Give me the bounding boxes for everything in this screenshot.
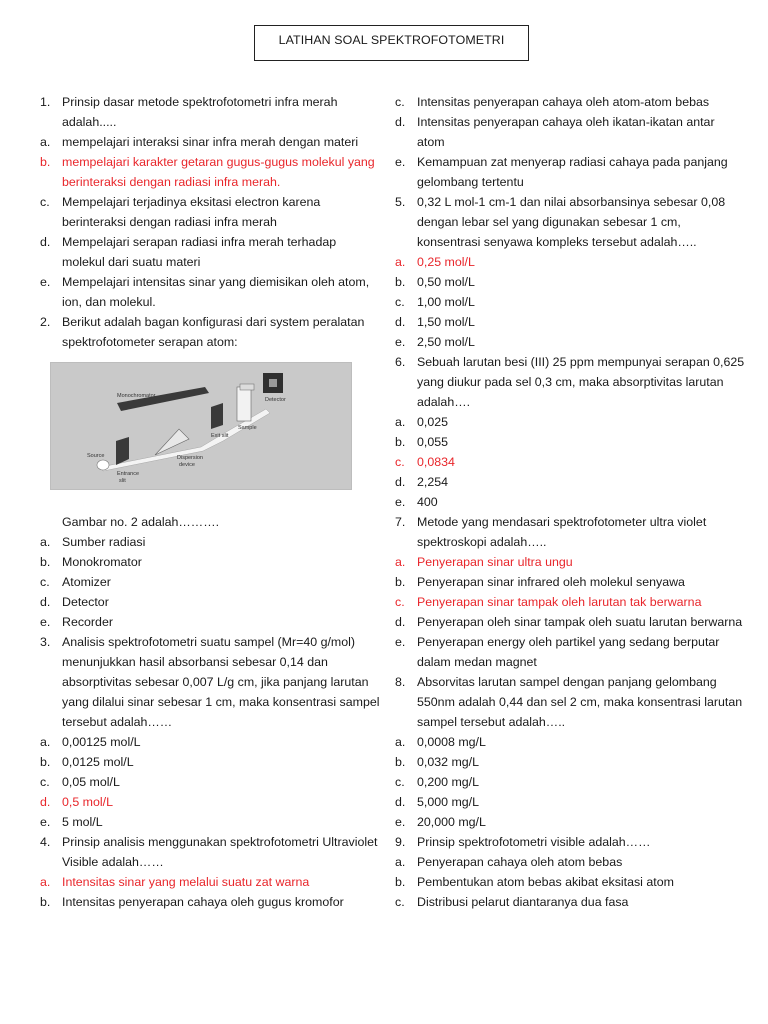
question-text: Prinsip spektrofotometri visible adalah…… bbox=[417, 835, 651, 849]
q2-option-c bbox=[40, 572, 382, 592]
option-letter: b. bbox=[395, 275, 406, 289]
right-column bbox=[395, 92, 745, 912]
q4-option-e bbox=[395, 152, 745, 192]
q2-question bbox=[40, 512, 382, 532]
label-detector: Detector bbox=[265, 397, 286, 403]
option-letter: e. bbox=[395, 495, 406, 509]
option-letter: d. bbox=[395, 115, 406, 129]
option-text: 5 mol/L bbox=[62, 815, 103, 829]
option-letter: d. bbox=[40, 235, 51, 249]
option-text: 0,055 bbox=[417, 435, 449, 449]
option-text: 1,00 mol/L bbox=[417, 295, 475, 309]
option-letter: c. bbox=[395, 775, 405, 789]
option-letter: b. bbox=[40, 155, 51, 169]
option-text: 0,0125 mol/L bbox=[62, 755, 134, 769]
q5-option-a bbox=[395, 252, 745, 272]
question-number: 8. bbox=[395, 675, 406, 689]
cuvette-cap bbox=[240, 384, 254, 390]
question-text: Gambar no. 2 adalah………. bbox=[62, 515, 220, 529]
option-letter: d. bbox=[40, 595, 51, 609]
option-text: Intensitas sinar yang melalui suatu zat warna bbox=[62, 875, 310, 889]
option-letter: b. bbox=[395, 875, 406, 889]
option-text: 5,000 mg/L bbox=[417, 795, 479, 809]
q2-option-a bbox=[40, 532, 382, 552]
label-entrance-2: slit bbox=[119, 478, 126, 484]
option-letter: b. bbox=[395, 575, 406, 589]
q4-option-d bbox=[395, 112, 745, 152]
q7-option-e bbox=[395, 632, 745, 672]
option-letter: c. bbox=[395, 455, 405, 469]
q8-option-c bbox=[395, 772, 745, 792]
option-text: Distribusi pelarut diantaranya dua fasa bbox=[417, 895, 629, 909]
sample-cuvette-icon bbox=[237, 387, 251, 421]
option-letter: b. bbox=[40, 555, 51, 569]
option-text: 400 bbox=[417, 495, 438, 509]
option-text: Intensitas penyerapan cahaya oleh atom-atom bebas bbox=[417, 95, 710, 109]
question-text: Berikut adalah bagan konfigurasi dari system peralatan spektrofotometer serapan atom: bbox=[62, 315, 365, 349]
question-2 bbox=[40, 312, 382, 352]
question-number: 9. bbox=[395, 835, 406, 849]
question-number: 4. bbox=[40, 835, 51, 849]
q2-option-d bbox=[40, 592, 382, 612]
question-number: 5. bbox=[395, 195, 406, 209]
q5-option-c bbox=[395, 292, 745, 312]
page-title: LATIHAN SOAL SPEKTROFOTOMETRI bbox=[254, 25, 529, 61]
option-text: 0,00125 mol/L bbox=[62, 735, 141, 749]
q9-option-a bbox=[395, 852, 745, 872]
q1-option-b bbox=[40, 152, 382, 192]
question-number: 3. bbox=[40, 635, 51, 649]
option-letter: a. bbox=[395, 855, 406, 869]
option-text: Mempelajari serapan radiasi infra merah terhadap molekul dari suatu materi bbox=[62, 235, 337, 269]
option-letter: b. bbox=[40, 895, 51, 909]
option-letter: e. bbox=[40, 815, 51, 829]
option-letter: a. bbox=[40, 875, 51, 889]
diagram-drawing bbox=[51, 363, 351, 489]
option-text: Intensitas penyerapan cahaya oleh ikatan-ikatan antar atom bbox=[417, 115, 715, 149]
option-text: 1,50 mol/L bbox=[417, 315, 475, 329]
option-text: Detector bbox=[62, 595, 109, 609]
option-text: Penyerapan sinar tampak oleh larutan tak berwarna bbox=[417, 595, 702, 609]
option-text: Monokromator bbox=[62, 555, 142, 569]
question-3 bbox=[40, 632, 382, 732]
option-letter: e. bbox=[395, 815, 406, 829]
exit-slit-icon bbox=[211, 403, 223, 429]
q8-option-a bbox=[395, 732, 745, 752]
option-letter: a. bbox=[395, 555, 406, 569]
option-letter: c. bbox=[395, 95, 405, 109]
option-letter: d. bbox=[395, 795, 406, 809]
q8-option-e bbox=[395, 812, 745, 832]
label-entrance-1: Entrance bbox=[117, 471, 140, 477]
q5-option-b bbox=[395, 272, 745, 292]
question-number: 7. bbox=[395, 515, 406, 529]
option-letter: b. bbox=[40, 755, 51, 769]
monochromator-icon bbox=[117, 387, 209, 411]
q9-option-b bbox=[395, 872, 745, 892]
option-letter: a. bbox=[40, 735, 51, 749]
question-text: Analisis spektrofotometri suatu sampel (Mr=40 g/mol) menunjukkan hasil absorbansi sebesar 0,14 dan absorptivitas sebesar 0,007 L/g cm, jika panjang larutan yang dilalui sinar sebesar 1 cm, maka konsentrasi sampel tersebut adalah…… bbox=[62, 635, 380, 729]
q1-option-a bbox=[40, 132, 382, 152]
question-text: Absorvitas larutan sampel dengan panjang gelombang 550nm adalah 0,44 dan sel 2 cm, maka konsentrasi larutan sampel tersebut adalah….. bbox=[417, 675, 743, 729]
option-letter: c. bbox=[395, 295, 405, 309]
option-text: 0,05 mol/L bbox=[62, 775, 120, 789]
option-letter: c. bbox=[40, 195, 50, 209]
q1-option-d bbox=[40, 232, 382, 272]
q6-option-d bbox=[395, 472, 745, 492]
option-text: 0,025 bbox=[417, 415, 449, 429]
q6-option-c bbox=[395, 452, 745, 472]
option-text: Intensitas penyerapan cahaya oleh gugus kromofor bbox=[62, 895, 344, 909]
option-letter: e. bbox=[395, 335, 406, 349]
option-text: Penyerapan sinar infrared oleh molekul senyawa bbox=[417, 575, 685, 589]
option-text: 20,000 mg/L bbox=[417, 815, 486, 829]
question-text: Prinsip analisis menggunakan spektrofotometri Ultraviolet Visible adalah…… bbox=[62, 835, 378, 869]
q1-option-e bbox=[40, 272, 382, 312]
option-letter: e. bbox=[40, 615, 51, 629]
option-text: 2,50 mol/L bbox=[417, 335, 475, 349]
option-text: 2,254 bbox=[417, 475, 449, 489]
q7-option-a bbox=[395, 552, 745, 572]
spectrophotometer-diagram bbox=[50, 362, 352, 490]
option-text: Pembentukan atom bebas akibat eksitasi atom bbox=[417, 875, 674, 889]
option-letter: d. bbox=[40, 795, 51, 809]
option-letter: e. bbox=[395, 635, 406, 649]
question-number: 1. bbox=[40, 95, 51, 109]
q3-option-e bbox=[40, 812, 382, 832]
q9-option-c bbox=[395, 892, 745, 912]
option-text: Mempelajari intensitas sinar yang diemisikan oleh atom, ion, dan molekul. bbox=[62, 275, 370, 309]
option-text: Penyerapan oleh sinar tampak oleh suatu larutan berwarna bbox=[417, 615, 743, 629]
q5-option-d bbox=[395, 312, 745, 332]
option-text: 0,200 mg/L bbox=[417, 775, 479, 789]
q3-option-b bbox=[40, 752, 382, 772]
q1-option-c bbox=[40, 192, 382, 232]
question-number: 6. bbox=[395, 355, 406, 369]
q8-option-d bbox=[395, 792, 745, 812]
label-dispersion-2: device bbox=[179, 462, 195, 468]
option-text: Sumber radiasi bbox=[62, 535, 146, 549]
option-text: mempelajari karakter getaran gugus-gugus molekul yang berinteraksi dengan radiasi infra merah. bbox=[62, 155, 375, 189]
q6-option-b bbox=[395, 432, 745, 452]
option-letter: e. bbox=[40, 275, 51, 289]
option-text: 0,0834 bbox=[417, 455, 455, 469]
option-text: Kemampuan zat menyerap radiasi cahaya pada panjang gelombang tertentu bbox=[417, 155, 728, 189]
q7-option-c bbox=[395, 592, 745, 612]
option-letter: c. bbox=[395, 895, 405, 909]
question-6 bbox=[395, 352, 745, 412]
option-text: 0,5 mol/L bbox=[62, 795, 113, 809]
label-sample: Sample bbox=[238, 425, 257, 431]
question-text: Metode yang mendasari spektrofotometer ultra violet spektroskopi adalah….. bbox=[417, 515, 707, 549]
question-7 bbox=[395, 512, 745, 552]
option-text: mempelajari interaksi sinar infra merah dengan materi bbox=[62, 135, 359, 149]
q6-option-a bbox=[395, 412, 745, 432]
label-dispersion-1: Dispersion bbox=[177, 455, 203, 461]
option-letter: e. bbox=[395, 155, 406, 169]
option-letter: d. bbox=[395, 315, 406, 329]
question-1 bbox=[40, 92, 382, 132]
entrance-slit-icon bbox=[116, 437, 129, 465]
option-letter: c. bbox=[395, 595, 405, 609]
q3-option-d bbox=[40, 792, 382, 812]
option-letter: a. bbox=[395, 415, 406, 429]
left-column bbox=[40, 92, 382, 912]
source-lamp-icon bbox=[97, 460, 109, 470]
option-letter: b. bbox=[395, 755, 406, 769]
option-letter: a. bbox=[395, 735, 406, 749]
q4-option-c bbox=[395, 92, 745, 112]
option-text: 0,0008 mg/L bbox=[417, 735, 486, 749]
option-text: Penyerapan sinar ultra ungu bbox=[417, 555, 573, 569]
question-5 bbox=[395, 192, 745, 252]
option-text: Recorder bbox=[62, 615, 113, 629]
q2-option-b bbox=[40, 552, 382, 572]
question-9 bbox=[395, 832, 745, 852]
question-text: 0,32 L mol-1 cm-1 dan nilai absorbansinya sebesar 0,08 dengan lebar sel yang digunakan sebesar 1 cm, konsentrasi senyawa kompleks tersebut adalah….. bbox=[417, 195, 726, 249]
label-exit-slit: Exit slit bbox=[211, 433, 229, 439]
option-letter: d. bbox=[395, 615, 406, 629]
option-text: 0,50 mol/L bbox=[417, 275, 475, 289]
option-text: Atomizer bbox=[62, 575, 111, 589]
option-letter: a. bbox=[395, 255, 406, 269]
option-letter: a. bbox=[40, 535, 51, 549]
q4-option-b bbox=[40, 892, 382, 912]
detector-window bbox=[269, 379, 277, 387]
option-text: 0,25 mol/L bbox=[417, 255, 475, 269]
question-4 bbox=[40, 832, 382, 872]
option-text: Penyerapan cahaya oleh atom bebas bbox=[417, 855, 623, 869]
q3-option-a bbox=[40, 732, 382, 752]
option-text: Mempelajari terjadinya eksitasi electron karena berinteraksi dengan radiasi infra merah bbox=[62, 195, 321, 229]
q7-option-d bbox=[395, 612, 745, 632]
q4-option-a bbox=[40, 872, 382, 892]
question-text: Sebuah larutan besi (III) 25 ppm mempunyai serapan 0,625 yang diukur pada sel 0,3 cm, maka absorptivitas larutan adalah…. bbox=[417, 355, 745, 409]
q6-option-e bbox=[395, 492, 745, 512]
option-text: 0,032 mg/L bbox=[417, 755, 479, 769]
q3-option-c bbox=[40, 772, 382, 792]
q5-option-e bbox=[395, 332, 745, 352]
q2-option-e bbox=[40, 612, 382, 632]
q7-option-b bbox=[395, 572, 745, 592]
option-letter: c. bbox=[40, 575, 50, 589]
question-8 bbox=[395, 672, 745, 732]
question-number: 2. bbox=[40, 315, 51, 329]
option-letter: a. bbox=[40, 135, 51, 149]
label-source: Source bbox=[87, 453, 105, 459]
option-text: Penyerapan energy oleh partikel yang sedang berputar dalam medan magnet bbox=[417, 635, 720, 669]
q8-option-b bbox=[395, 752, 745, 772]
label-monochromator: Monochromator bbox=[117, 393, 156, 399]
option-letter: b. bbox=[395, 435, 406, 449]
question-text: Prinsip dasar metode spektrofotometri infra merah adalah..... bbox=[62, 95, 338, 129]
option-letter: d. bbox=[395, 475, 406, 489]
option-letter: c. bbox=[40, 775, 50, 789]
